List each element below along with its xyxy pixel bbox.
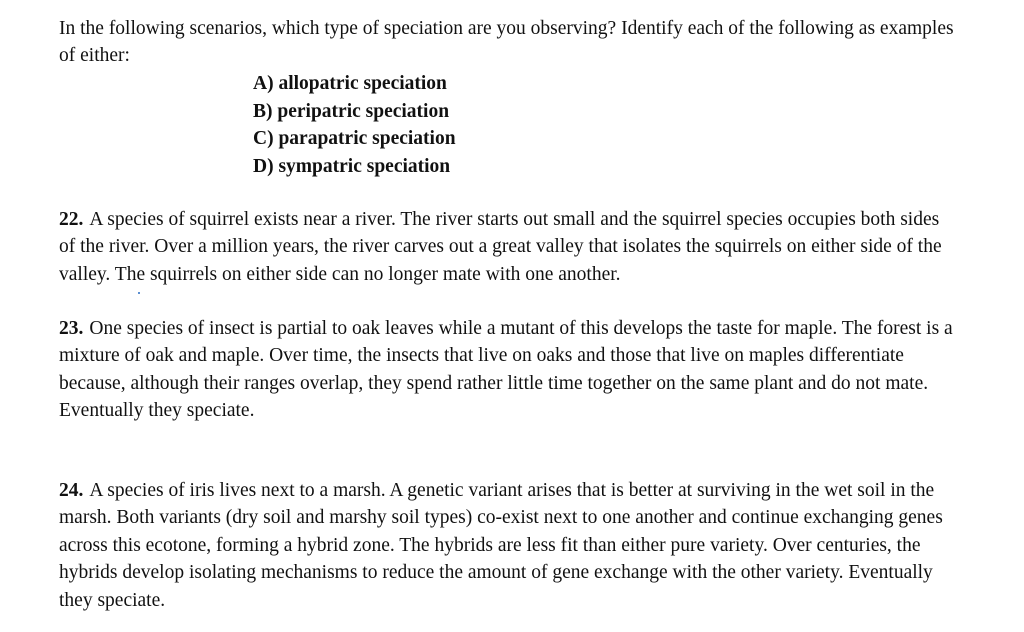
stray-mark xyxy=(138,292,140,294)
question-text: A species of squirrel exists near a river. The river starts out small and the squirrel species occupies both sides of the river. Over a million years, the river carves out a great valley that isolates the squirrels on either side of the valley. The squirrels on either side can no longer mate with one another. xyxy=(59,209,942,285)
speciation-options-list xyxy=(253,70,456,180)
option-b: B) peripatric speciation xyxy=(253,100,450,122)
question-23 xyxy=(59,315,959,425)
option-d: D) sympatric speciation xyxy=(253,155,451,177)
question-number: 22. xyxy=(59,209,84,230)
question-22 xyxy=(59,206,959,288)
question-number: 23. xyxy=(59,318,84,339)
question-number: 24. xyxy=(59,480,84,501)
instructions-paragraph: In the following scenarios, which type of speciation are you observing? Identify each of the following as examples of either: xyxy=(59,18,954,66)
question-24 xyxy=(59,477,959,614)
question-text: One species of insect is partial to oak leaves while a mutant of this develops the taste for maple. The forest is a mixture of oak and maple. Over time, the insects that live on oaks and those that live on maples differentiate because, although their ranges overlap, they spend rather little time together on the same plant and do not mate. Eventually they speciate. xyxy=(59,318,953,422)
option-c: C) parapatric speciation xyxy=(253,128,456,149)
question-text: A species of iris lives next to a marsh. A genetic variant arises that is better at surviving in the wet soil in the marsh. Both variants (dry soil and marshy soil types) co-exist next to one another and continue exchanging genes across this ecotone, forming a hybrid zone. The hybrids are less fit than either pure variety. Over centuries, the hybrids develop isolating mechanisms to reduce the amount of gene exchange with the other variety. Eventually they speciate. xyxy=(59,480,943,611)
option-a: A) allopatric speciation xyxy=(253,73,447,94)
